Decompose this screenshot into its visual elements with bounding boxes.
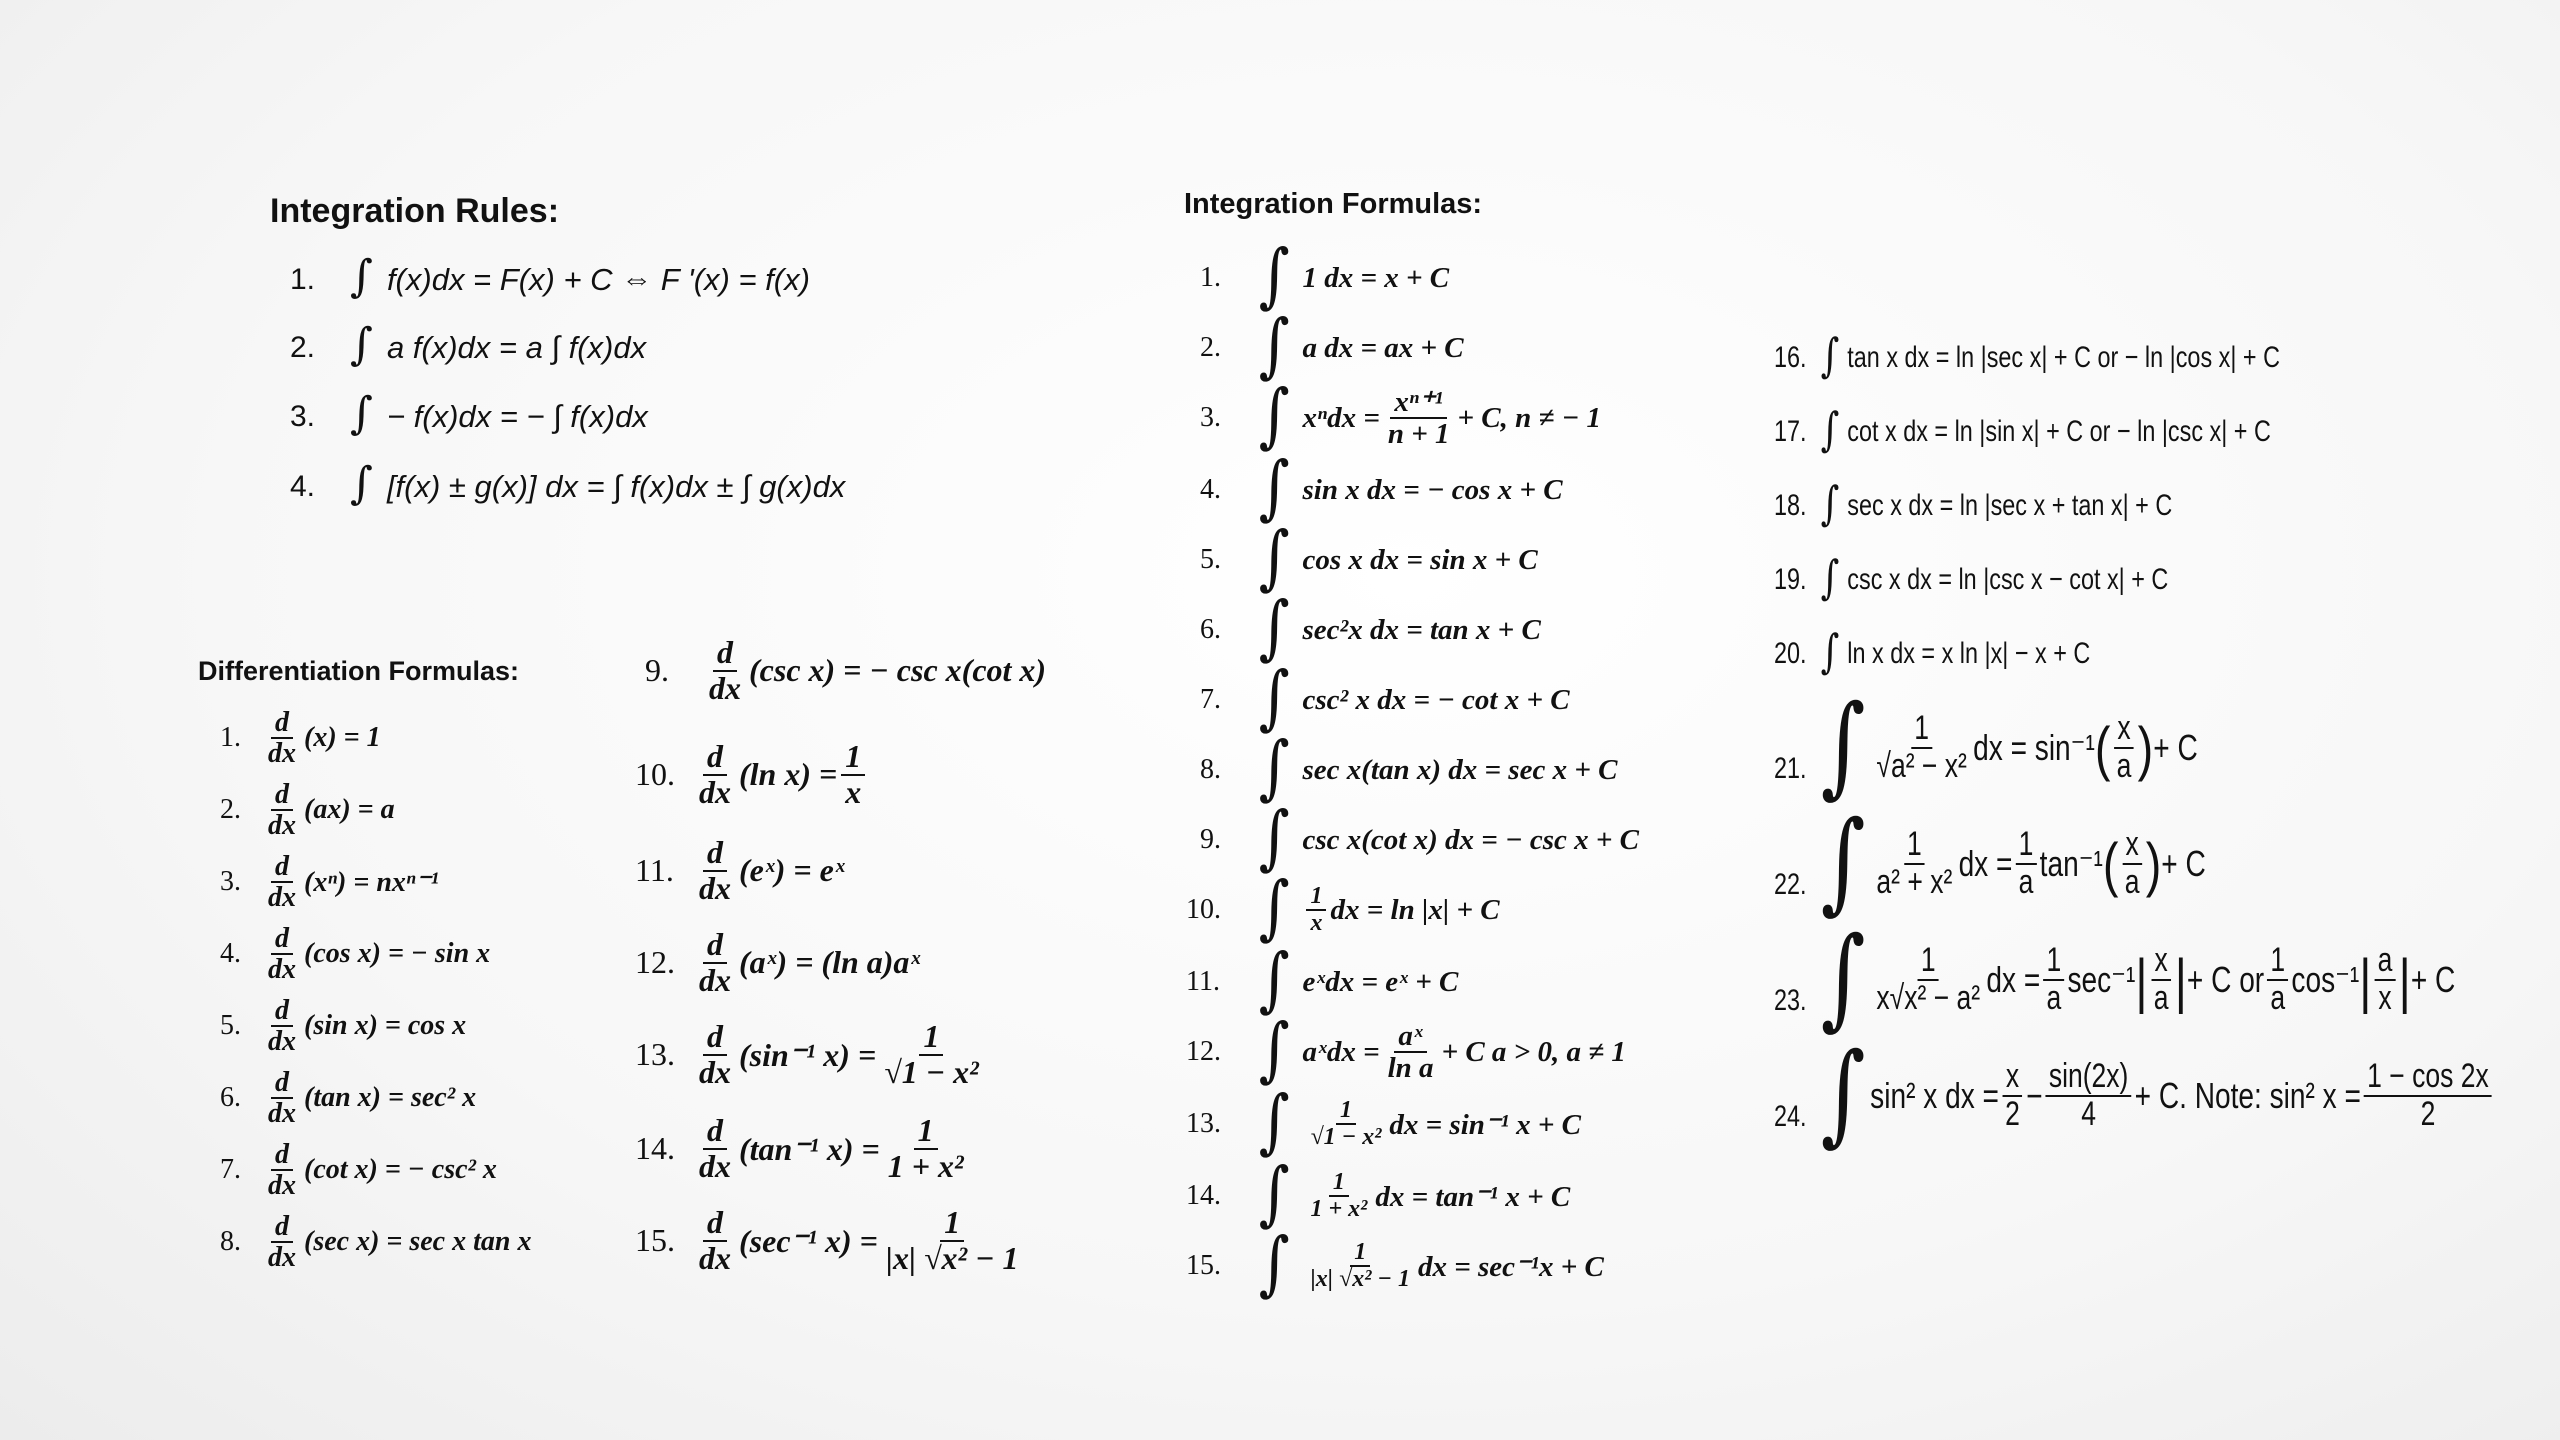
formula-fraction bbox=[1306, 1098, 1385, 1150]
dx-bot: dx bbox=[268, 1026, 296, 1058]
dx-bot: dx bbox=[268, 1170, 296, 1202]
formula-text: cos x dx = sin x + C bbox=[1302, 543, 1538, 576]
diff-text: (ax) = a bbox=[304, 794, 395, 826]
formula-number: 14. bbox=[1186, 1180, 1221, 1211]
integrand-fraction bbox=[1873, 827, 1955, 900]
rule-text: − f(x)dx = − ∫ f(x)dx bbox=[386, 399, 648, 434]
formula-text: cos⁻¹ bbox=[2291, 959, 2360, 1000]
formula-number: 20. bbox=[1774, 637, 1807, 670]
frac-top: 1 bbox=[940, 1206, 964, 1242]
frac-top: 1 bbox=[1336, 1098, 1356, 1125]
diff-text: (tan⁻¹ x) = bbox=[739, 1130, 880, 1167]
formula-12 bbox=[1186, 1008, 1626, 1090]
result-fraction bbox=[882, 1206, 1023, 1275]
integral-sign: ∫ bbox=[1258, 1080, 1290, 1162]
frac-top: xⁿ⁺¹ bbox=[1390, 387, 1447, 419]
dx-bot: dx bbox=[699, 869, 731, 906]
integral-sign: ∫ bbox=[1258, 1008, 1290, 1090]
frac-top: 1 bbox=[1904, 827, 1925, 865]
diff-number: 11. bbox=[635, 852, 674, 889]
diff-8 bbox=[220, 1212, 531, 1273]
dx-bot: dx bbox=[268, 1242, 296, 1274]
arg-fraction bbox=[2375, 943, 2396, 1016]
frac-top: 1 bbox=[1911, 711, 1932, 749]
frac-bot: a bbox=[2270, 979, 2286, 1017]
formula-text: dx = bbox=[1986, 959, 2041, 1000]
diff-number: 8. bbox=[220, 1226, 241, 1258]
d-top: d bbox=[271, 996, 293, 1027]
dx-bot: dx bbox=[268, 1098, 296, 1130]
formula-text: + C bbox=[2410, 959, 2456, 1000]
diff-text: (ln x) = bbox=[739, 756, 838, 793]
derivative-operator bbox=[264, 1212, 300, 1273]
formula-11 bbox=[1186, 938, 1459, 1020]
formula-number: 19. bbox=[1774, 563, 1807, 596]
formula-3 bbox=[1200, 374, 1601, 456]
formula-number: 9. bbox=[1200, 824, 1221, 855]
formula-1 bbox=[1200, 234, 1450, 316]
diff-12 bbox=[635, 928, 920, 997]
dx-bot: dx bbox=[699, 1239, 731, 1276]
diff-number: 6. bbox=[220, 1082, 241, 1114]
coef-fraction bbox=[2043, 943, 2064, 1016]
formula-text: sec⁻¹ bbox=[2067, 959, 2136, 1000]
formula-number: 22. bbox=[1774, 868, 1807, 901]
diff-number: 7. bbox=[220, 1154, 241, 1186]
formula-fraction bbox=[1384, 387, 1454, 450]
rule-text: a f(x)dx = a ∫ f(x)dx bbox=[386, 330, 647, 365]
arg-fraction bbox=[2151, 943, 2172, 1016]
rule-number: 4. bbox=[290, 470, 316, 503]
formula-2 bbox=[1200, 304, 1464, 386]
formula-20 bbox=[1774, 624, 2091, 680]
frac-top: 1 bbox=[1918, 943, 1939, 981]
rule-3 bbox=[290, 388, 648, 442]
formula-number: 12. bbox=[1186, 1036, 1221, 1067]
dx-bot: dx bbox=[699, 773, 731, 810]
formula-text: + C a > 0, a ≠ 1 bbox=[1441, 1035, 1626, 1068]
formula-text: sin² x dx = bbox=[1870, 1075, 1999, 1116]
formula-text: csc x(cot x) dx = − csc x + C bbox=[1302, 823, 1640, 856]
frac-top: x bbox=[2122, 827, 2142, 865]
frac-top: 1 bbox=[2043, 943, 2064, 981]
formula-number: 11. bbox=[1186, 966, 1220, 997]
formula-number: 4. bbox=[1200, 474, 1221, 505]
diff-14 bbox=[635, 1114, 972, 1183]
d-top: d bbox=[271, 1212, 293, 1243]
abs-open: | bbox=[2359, 946, 2372, 1014]
formula-24 bbox=[1774, 1029, 2495, 1157]
diff-11 bbox=[635, 836, 845, 905]
derivative-operator bbox=[695, 1114, 735, 1183]
formula-text: + C. Note: sin² x = bbox=[2134, 1075, 2361, 1116]
minus-sign: − bbox=[2026, 1075, 2043, 1116]
formula-text: tan⁻¹ bbox=[2039, 843, 2103, 884]
frac-bot: a bbox=[2153, 979, 2169, 1017]
rule-number: 1. bbox=[290, 263, 316, 296]
diff-number: 14. bbox=[635, 1130, 675, 1167]
diff-text: (x) = 1 bbox=[304, 722, 381, 754]
d-top: d bbox=[703, 928, 727, 964]
frac-top: x bbox=[2114, 711, 2134, 749]
diff-15 bbox=[635, 1206, 1027, 1275]
derivative-operator bbox=[264, 708, 300, 769]
diff-1 bbox=[220, 708, 381, 769]
diff-number: 9. bbox=[645, 652, 669, 689]
d-top: d bbox=[271, 708, 293, 739]
frac-top: x bbox=[2003, 1059, 2023, 1097]
formula-number: 18. bbox=[1774, 489, 1807, 522]
integral-sign: ∫ bbox=[1820, 681, 1866, 809]
diff-5 bbox=[220, 996, 466, 1057]
frac-top: 1 bbox=[841, 740, 865, 776]
integral-sign: ∫ bbox=[1820, 1029, 1866, 1157]
integral-sign: ∫ bbox=[1258, 374, 1290, 456]
formula-text: dx = sin⁻¹ x + C bbox=[1389, 1108, 1582, 1141]
frac-top: aˣ bbox=[1394, 1021, 1426, 1053]
d-top: d bbox=[703, 1206, 727, 1242]
rule-2 bbox=[290, 319, 647, 373]
formula-18 bbox=[1774, 476, 2173, 532]
formula-number: 13. bbox=[1186, 1108, 1221, 1139]
rule-4 bbox=[290, 458, 846, 512]
frac-top: 1 bbox=[914, 1114, 938, 1150]
diff-number: 1. bbox=[220, 722, 241, 754]
formula-text: dx = sin⁻¹ bbox=[1973, 727, 2095, 768]
diff-text: (sin⁻¹ x) = bbox=[739, 1036, 877, 1073]
frac-bot: x bbox=[2378, 979, 2392, 1017]
integral-sign: ∫ bbox=[1820, 402, 1840, 456]
diff-number: 4. bbox=[220, 938, 241, 970]
formula-number: 1. bbox=[1200, 262, 1221, 293]
dx-bot: dx bbox=[699, 961, 731, 998]
frac-top: 1 bbox=[1350, 1240, 1370, 1267]
integral-sign: ∫ bbox=[1258, 796, 1290, 878]
diff-text: (aˣ) = (ln a)aˣ bbox=[739, 944, 921, 981]
formula-text: + C bbox=[2161, 843, 2206, 884]
dx-bot: dx bbox=[268, 810, 296, 842]
diff-text: (csc x) = − csc x(cot x) bbox=[749, 652, 1047, 689]
formula-7 bbox=[1200, 656, 1570, 738]
frac-top: a bbox=[2375, 943, 2396, 981]
frac-bot: √a² − x² bbox=[1876, 747, 1967, 785]
abs-close: | bbox=[2174, 946, 2187, 1014]
d-top: d bbox=[271, 1140, 293, 1171]
paren-close: ) bbox=[2137, 714, 2154, 782]
integral-sign: ∫ bbox=[1258, 938, 1290, 1020]
formula-fraction bbox=[1384, 1021, 1438, 1084]
frac-bot: √1 − x² bbox=[1310, 1124, 1382, 1150]
integral-sign: ∫ bbox=[350, 319, 373, 370]
formula-number: 16. bbox=[1774, 341, 1807, 374]
frac-bot: |x| √x² − 1 bbox=[1310, 1266, 1410, 1292]
formula-14 bbox=[1186, 1152, 1571, 1234]
note-fraction bbox=[2364, 1059, 2492, 1132]
arg-fraction bbox=[2122, 827, 2143, 900]
d-top: d bbox=[271, 780, 293, 811]
dx-bot: dx bbox=[709, 669, 741, 706]
term-fraction bbox=[2046, 1059, 2132, 1132]
formula-text: + C or bbox=[2186, 959, 2265, 1000]
frac-bot: a bbox=[2018, 863, 2034, 901]
formula-19 bbox=[1774, 550, 2169, 606]
integral-sign: ∫ bbox=[1258, 586, 1290, 668]
frac-bot: ln a bbox=[1387, 1052, 1434, 1084]
derivative-operator bbox=[264, 996, 300, 1057]
frac-bot: a bbox=[2124, 863, 2140, 901]
frac-top: 1 bbox=[1306, 884, 1326, 911]
formula-text: csc x dx = ln |csc x − cot x| + C bbox=[1847, 563, 2169, 596]
diff-number: 3. bbox=[220, 866, 241, 898]
result-fraction bbox=[880, 1020, 983, 1089]
derivative-operator bbox=[695, 740, 735, 809]
d-top: d bbox=[271, 1068, 293, 1099]
formula-text: dx = ln |x| + C bbox=[1330, 893, 1500, 926]
diff-4 bbox=[220, 924, 490, 985]
derivative-operator bbox=[264, 924, 300, 985]
formula-6 bbox=[1200, 586, 1541, 668]
derivative-operator bbox=[264, 780, 300, 841]
paren-close: ) bbox=[2145, 830, 2162, 898]
integral-sign: ∫ bbox=[350, 458, 373, 509]
formula-number: 17. bbox=[1774, 415, 1807, 448]
diff-text: (tan x) = sec² x bbox=[304, 1082, 477, 1114]
frac-bot: a bbox=[2116, 747, 2132, 785]
diff-6 bbox=[220, 1068, 476, 1129]
dx-bot: dx bbox=[699, 1147, 731, 1184]
rule-1 bbox=[290, 251, 810, 305]
formula-text: dx = sec⁻¹x + C bbox=[1417, 1250, 1604, 1283]
formula-text: + C, n ≠ − 1 bbox=[1457, 401, 1601, 434]
formula-text: sec x dx = ln |sec x + tan x| + C bbox=[1847, 489, 2173, 522]
d-top: d bbox=[703, 836, 727, 872]
integral-sign: ∫ bbox=[1258, 656, 1290, 738]
formula-21 bbox=[1774, 681, 2198, 809]
derivative-operator bbox=[695, 1206, 735, 1275]
frac-bot: x bbox=[845, 773, 862, 810]
derivative-operator bbox=[264, 1068, 300, 1129]
formula-text: + C bbox=[2153, 727, 2198, 768]
dx-bot: dx bbox=[268, 738, 296, 770]
frac-top: 1 bbox=[1329, 1170, 1349, 1197]
result-fraction bbox=[841, 740, 865, 809]
formula-text: csc² x dx = − cot x + C bbox=[1302, 683, 1570, 716]
formula-text: dx = tan⁻¹ x + C bbox=[1375, 1180, 1571, 1213]
coef-fraction bbox=[2016, 827, 2037, 900]
formula-text: a dx = ax + C bbox=[1302, 331, 1464, 364]
integral-sign: ∫ bbox=[1258, 516, 1290, 598]
formula-text: eˣdx = eˣ + C bbox=[1302, 965, 1459, 998]
diff-text: (sec⁻¹ x) = bbox=[739, 1222, 878, 1259]
paren-open: ( bbox=[2102, 830, 2119, 898]
diff-text: (xⁿ) = nxⁿ⁻¹ bbox=[304, 867, 439, 899]
d-top: d bbox=[271, 924, 293, 955]
formula-number: 8. bbox=[1200, 754, 1221, 785]
frac-top: 1 bbox=[2267, 943, 2288, 981]
frac-bot: 1 + x² bbox=[887, 1147, 964, 1184]
formula-10 bbox=[1186, 866, 1500, 948]
formula-text: sin x dx = − cos x + C bbox=[1302, 473, 1563, 506]
coef-fraction bbox=[2267, 943, 2288, 1016]
diff-number: 5. bbox=[220, 1010, 241, 1042]
formula-text: tan x dx = ln |sec x| + C or − ln |cos x| + C bbox=[1847, 341, 2281, 374]
formula-22 bbox=[1774, 797, 2206, 925]
diff-number: 10. bbox=[635, 756, 675, 793]
formula-number: 10. bbox=[1186, 894, 1221, 925]
integrand-fraction bbox=[1873, 711, 1970, 784]
frac-bot: n + 1 bbox=[1387, 418, 1450, 450]
formula-number: 5. bbox=[1200, 544, 1221, 575]
derivative-operator bbox=[695, 1020, 735, 1089]
frac-bot: x√x² − a² bbox=[1876, 979, 1981, 1017]
integral-sign: ∫ bbox=[1820, 624, 1840, 678]
formula-text: xⁿdx = bbox=[1302, 401, 1380, 434]
frac-bot: a² + x² bbox=[1876, 863, 1953, 901]
integral-sign: ∫ bbox=[1258, 1152, 1290, 1234]
formula-fraction bbox=[1306, 1170, 1371, 1222]
d-top: d bbox=[703, 1114, 727, 1150]
frac-bot: x bbox=[1310, 910, 1323, 936]
diff-text: (cos x) = − sin x bbox=[304, 938, 491, 970]
formula-number: 23. bbox=[1774, 984, 1807, 1017]
diff-number: 2. bbox=[220, 794, 241, 826]
formula-15 bbox=[1186, 1222, 1604, 1304]
frac-bot: √1 − x² bbox=[884, 1053, 979, 1090]
integral-sign: ∫ bbox=[1258, 234, 1290, 316]
formula-16 bbox=[1774, 328, 2281, 384]
integrand-fraction bbox=[1873, 943, 1983, 1016]
formula-fraction bbox=[1306, 884, 1326, 936]
integral-sign: ∫ bbox=[1258, 866, 1290, 948]
frac-top: 1 bbox=[919, 1020, 943, 1056]
formula-4 bbox=[1200, 446, 1563, 528]
formula-17 bbox=[1774, 402, 2271, 458]
integral-sign: ∫ bbox=[1820, 550, 1840, 604]
integral-sign: ∫ bbox=[1258, 726, 1290, 808]
formula-number: 7. bbox=[1200, 684, 1221, 715]
derivative-operator bbox=[264, 852, 300, 913]
rules-heading: Integration Rules: bbox=[270, 192, 560, 230]
paren-open: ( bbox=[2094, 714, 2111, 782]
integral-sign: ∫ bbox=[1820, 328, 1840, 382]
formula-text: aˣdx = bbox=[1302, 1035, 1380, 1068]
derivative-operator bbox=[695, 836, 735, 905]
frac-bot: a bbox=[2046, 979, 2062, 1017]
integral-sign: ∫ bbox=[1820, 913, 1866, 1041]
formula-number: 3. bbox=[1200, 402, 1221, 433]
dx-bot: dx bbox=[268, 954, 296, 986]
diff-heading: Differentiation Formulas: bbox=[198, 656, 520, 686]
frac-top: x bbox=[2151, 943, 2171, 981]
rule-number: 3. bbox=[290, 400, 316, 433]
d-top: d bbox=[703, 740, 727, 776]
diff-13 bbox=[635, 1020, 987, 1089]
frac-bot: |x| √x² − 1 bbox=[885, 1239, 1019, 1276]
integral-sign: ∫ bbox=[350, 251, 373, 302]
frac-bot: 2 bbox=[2005, 1095, 2020, 1133]
diff-number: 12. bbox=[635, 944, 675, 981]
integral-sign: ∫ bbox=[1258, 1222, 1290, 1304]
frac-top: sin(2x) bbox=[2046, 1059, 2132, 1097]
result-fraction bbox=[884, 1114, 968, 1183]
diff-9 bbox=[645, 636, 1046, 705]
formula-text: sec x(tan x) dx = sec x + C bbox=[1302, 753, 1618, 786]
dx-bot: dx bbox=[699, 1053, 731, 1090]
formula-text: cot x dx = ln |sin x| + C or − ln |csc x| + C bbox=[1847, 415, 2271, 448]
abs-close: | bbox=[2398, 946, 2411, 1014]
diff-3 bbox=[220, 852, 439, 913]
formula-13 bbox=[1186, 1080, 1582, 1162]
diff-number: 15. bbox=[635, 1222, 675, 1259]
rule-text: [f(x) ± g(x)] dx = ∫ f(x)dx ± ∫ g(x)dx bbox=[386, 469, 846, 504]
integral-sign: ∫ bbox=[1258, 304, 1290, 386]
diff-10 bbox=[635, 740, 869, 809]
integral-sign: ∫ bbox=[1258, 446, 1290, 528]
frac-top: 1 − cos 2x bbox=[2364, 1059, 2492, 1097]
d-top: d bbox=[713, 636, 737, 672]
derivative-operator bbox=[264, 1140, 300, 1201]
diff-2 bbox=[220, 780, 395, 841]
diff-number: 13. bbox=[635, 1036, 675, 1073]
formula-text: 1 dx = x + C bbox=[1302, 261, 1450, 294]
frac-bot: 1 + x² bbox=[1310, 1196, 1368, 1222]
diff-7 bbox=[220, 1140, 497, 1201]
formula-number: 15. bbox=[1186, 1250, 1221, 1281]
integral-sign: ∫ bbox=[1820, 797, 1866, 925]
integral-sign: ∫ bbox=[350, 388, 373, 439]
rule-text: f(x)dx = F(x) + C ⇔ F '(x) = f(x) bbox=[386, 262, 810, 297]
diff-text: (sec x) = sec x tan x bbox=[304, 1226, 532, 1258]
formula-text: dx = bbox=[1958, 843, 2013, 884]
formula-5 bbox=[1200, 516, 1538, 598]
rule-number: 2. bbox=[290, 331, 316, 364]
formula-fraction bbox=[1306, 1240, 1413, 1292]
formula-text: ln x dx = x ln |x| − x + C bbox=[1847, 637, 2091, 670]
dx-bot: dx bbox=[268, 882, 296, 914]
abs-open: | bbox=[2135, 946, 2148, 1014]
term-fraction bbox=[2002, 1059, 2023, 1132]
diff-text: (eˣ) = eˣ bbox=[739, 852, 845, 889]
integral-sign: ∫ bbox=[1820, 476, 1840, 530]
formula-text: sec²x dx = tan x + C bbox=[1302, 613, 1541, 646]
arg-fraction bbox=[2114, 711, 2135, 784]
frac-top: 1 bbox=[2016, 827, 2037, 865]
frac-bot: 2 bbox=[2420, 1095, 2436, 1133]
derivative-operator bbox=[705, 636, 745, 705]
formula-23 bbox=[1774, 913, 2456, 1041]
formulas-heading: Integration Formulas: bbox=[1184, 188, 1483, 220]
formula-number: 24. bbox=[1774, 1100, 1807, 1133]
diff-text: (sin x) = cos x bbox=[304, 1010, 467, 1042]
formula-number: 6. bbox=[1200, 614, 1221, 645]
formula-number: 21. bbox=[1774, 752, 1807, 785]
diff-text: (cot x) = − csc² x bbox=[304, 1154, 497, 1186]
d-top: d bbox=[271, 852, 293, 883]
formula-number: 2. bbox=[1200, 332, 1221, 363]
derivative-operator bbox=[695, 928, 735, 997]
d-top: d bbox=[703, 1020, 727, 1056]
frac-bot: 4 bbox=[2081, 1095, 2096, 1133]
